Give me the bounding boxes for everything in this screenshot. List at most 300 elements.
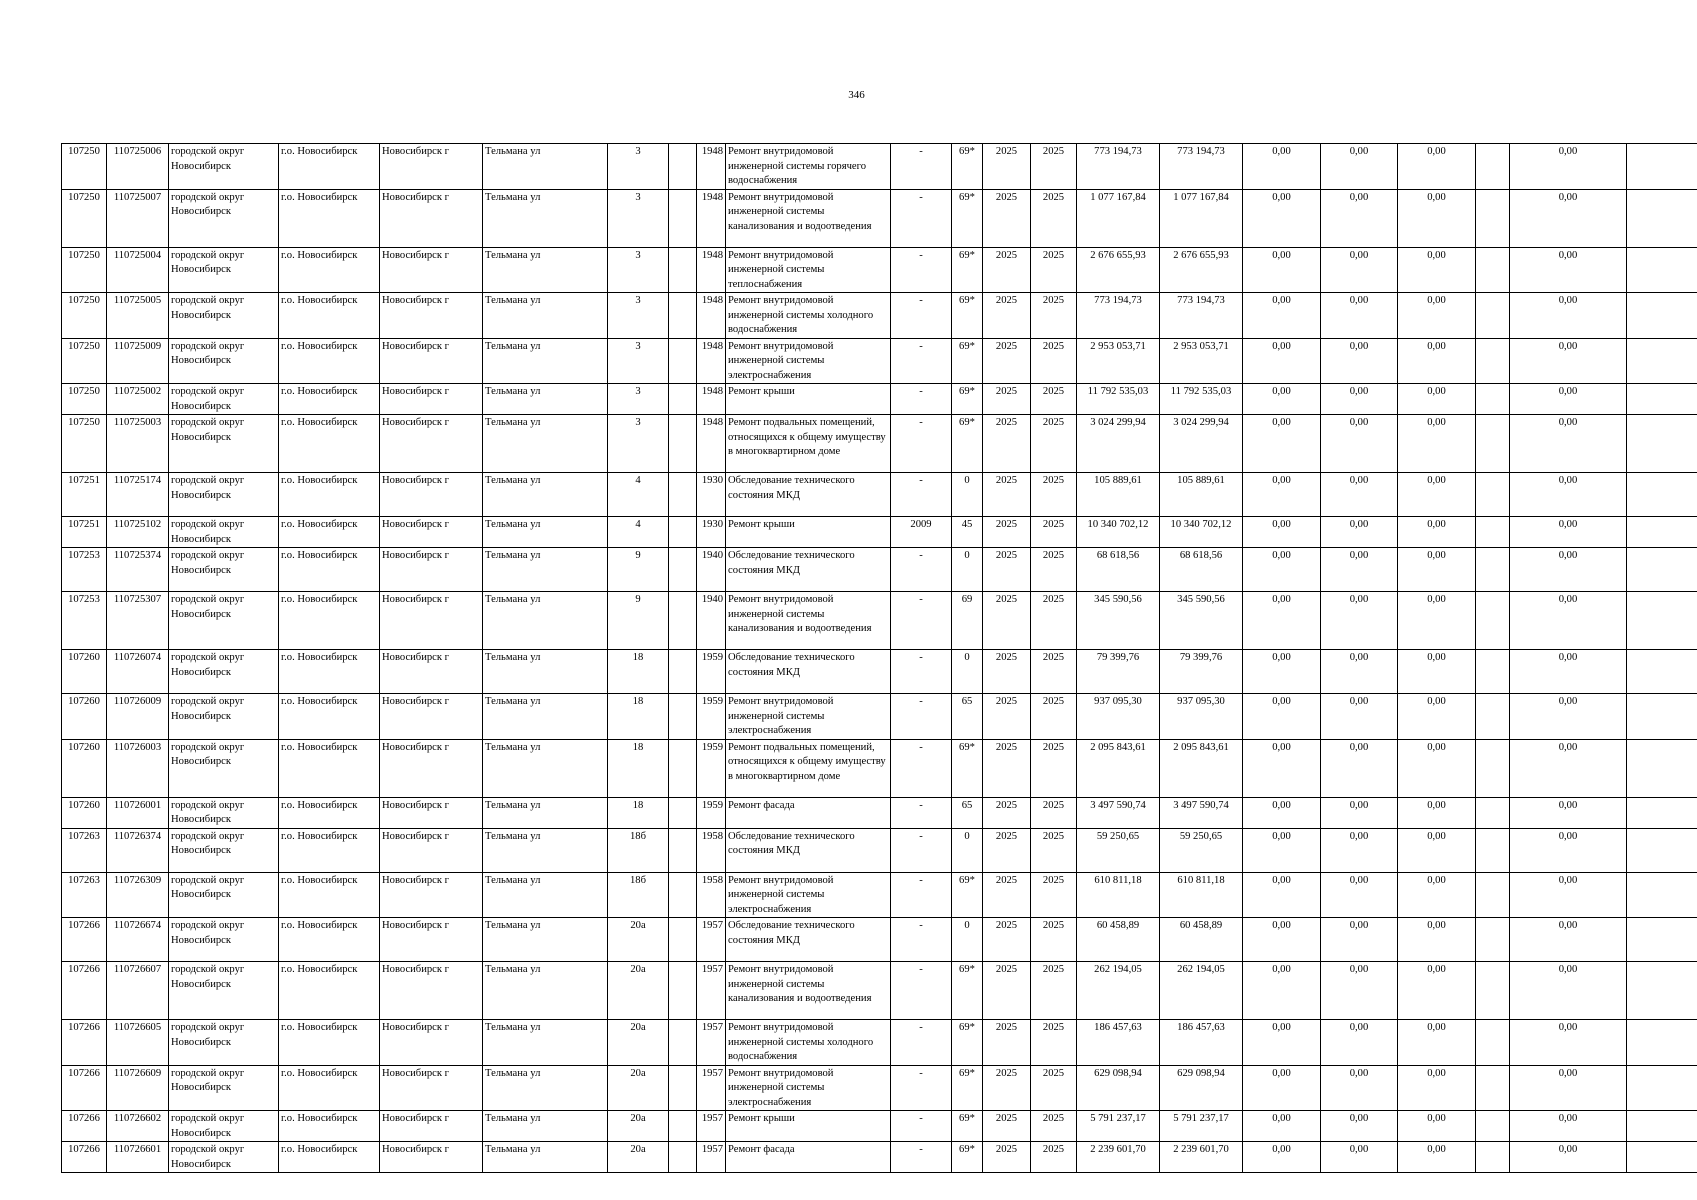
- cell-wear-percent: 0: [952, 828, 983, 872]
- cell-work-id: 110726374: [107, 828, 169, 872]
- cell-year-built: 1930: [697, 517, 726, 548]
- cell-municipality: городской округ Новосибирск: [169, 650, 279, 694]
- cell-year-start: 2025: [983, 247, 1031, 293]
- cell-street: Тельмана ул: [483, 592, 608, 650]
- cell-year-start: 2025: [983, 338, 1031, 384]
- cell-house-number: 20а: [608, 1142, 669, 1173]
- cell-work-type: Ремонт крыши: [726, 384, 891, 415]
- table-row: [62, 694, 1697, 740]
- cell-locality: Новосибирск г: [380, 1111, 483, 1142]
- cell-street: Тельмана ул: [483, 872, 608, 918]
- cell-fund-cost: 10 340 702,12: [1160, 517, 1243, 548]
- cell-year-end: 2025: [1031, 473, 1077, 517]
- cell-fund-cost: 68 618,56: [1160, 548, 1243, 592]
- cell-locality: Новосибирск г: [380, 592, 483, 650]
- cell-fund-cost: 773 194,73: [1160, 293, 1243, 339]
- cell-locality: Новосибирск г: [380, 144, 483, 190]
- cell-work-id: 110726003: [107, 739, 169, 797]
- cell-work-type: Ремонт внутридомовой инженерной системы холодного водоснабжения: [726, 293, 891, 339]
- cell-building: [669, 694, 697, 740]
- cell-regional-funds: 0,00: [1321, 828, 1398, 872]
- cell-other-empty: [1476, 1111, 1510, 1142]
- cell-municipality: городской округ Новосибирск: [169, 473, 279, 517]
- cell-house-number: 9: [608, 592, 669, 650]
- cell-year-start: 2025: [983, 144, 1031, 190]
- table-row: [62, 338, 1697, 384]
- cell-local-funds: 0,00: [1398, 144, 1476, 190]
- cell-regional-funds: 0,00: [1321, 1111, 1398, 1142]
- cell-owners-funds: 0,00: [1510, 473, 1627, 517]
- cell-fund-cost: 345 590,56: [1160, 592, 1243, 650]
- cell-work-id: 110725174: [107, 473, 169, 517]
- cell-house-number: 18: [608, 739, 669, 797]
- cell-owners-funds: 0,00: [1510, 828, 1627, 872]
- cell-settlement: г.о. Новосибирск: [279, 1020, 380, 1066]
- cell-total-cost: 5 791 237,17: [1077, 1111, 1160, 1142]
- cell-fund-cost: 2 239 601,70: [1160, 1142, 1243, 1173]
- cell-settlement: г.о. Новосибирск: [279, 293, 380, 339]
- cell-note-empty: [1627, 918, 1697, 962]
- cell-building: [669, 415, 697, 473]
- cell-year-end: 2025: [1031, 962, 1077, 1020]
- table-row: [62, 144, 1697, 190]
- cell-municipality: городской округ Новосибирск: [169, 548, 279, 592]
- cell-year-end: 2025: [1031, 1142, 1077, 1173]
- cell-street: Тельмана ул: [483, 962, 608, 1020]
- cell-regional-funds: 0,00: [1321, 189, 1398, 247]
- cell-last-repair-year: -: [891, 962, 952, 1020]
- cell-owners-funds: 0,00: [1510, 592, 1627, 650]
- cell-year-end: 2025: [1031, 293, 1077, 339]
- cell-other-empty: [1476, 338, 1510, 384]
- cell-building: [669, 828, 697, 872]
- cell-other-empty: [1476, 592, 1510, 650]
- cell-total-cost: 3 024 299,94: [1077, 415, 1160, 473]
- cell-local-funds: 0,00: [1398, 384, 1476, 415]
- cell-year-built: 1958: [697, 828, 726, 872]
- cell-object-id: 107260: [62, 797, 107, 828]
- cell-last-repair-year: -: [891, 918, 952, 962]
- cell-local-funds: 0,00: [1398, 797, 1476, 828]
- table-row: [62, 962, 1697, 1020]
- cell-total-cost: 105 889,61: [1077, 473, 1160, 517]
- table-row: [62, 592, 1697, 650]
- cell-wear-percent: 69*: [952, 384, 983, 415]
- cell-work-type: Ремонт внутридомовой инженерной системы электроснабжения: [726, 694, 891, 740]
- cell-object-id: 107250: [62, 247, 107, 293]
- cell-last-repair-year: -: [891, 1020, 952, 1066]
- cell-regional-funds: 0,00: [1321, 872, 1398, 918]
- cell-wear-percent: 0: [952, 650, 983, 694]
- cell-municipality: городской округ Новосибирск: [169, 962, 279, 1020]
- table-row: [62, 1065, 1697, 1111]
- cell-street: Тельмана ул: [483, 415, 608, 473]
- cell-settlement: г.о. Новосибирск: [279, 739, 380, 797]
- cell-work-id: 110726074: [107, 650, 169, 694]
- cell-other-empty: [1476, 797, 1510, 828]
- cell-work-id: 110725003: [107, 415, 169, 473]
- cell-settlement: г.о. Новосибирск: [279, 548, 380, 592]
- cell-last-repair-year: 2009: [891, 517, 952, 548]
- capital-repair-table: [61, 143, 1697, 1173]
- cell-wear-percent: 69*: [952, 415, 983, 473]
- cell-year-start: 2025: [983, 548, 1031, 592]
- cell-work-id: 110725009: [107, 338, 169, 384]
- cell-municipality: городской округ Новосибирск: [169, 384, 279, 415]
- cell-total-cost: 2 676 655,93: [1077, 247, 1160, 293]
- cell-other-empty: [1476, 739, 1510, 797]
- cell-fund-cost: 2 676 655,93: [1160, 247, 1243, 293]
- cell-note-empty: [1627, 694, 1697, 740]
- cell-last-repair-year: -: [891, 384, 952, 415]
- cell-fund-cost: 629 098,94: [1160, 1065, 1243, 1111]
- cell-year-start: 2025: [983, 797, 1031, 828]
- cell-note-empty: [1627, 384, 1697, 415]
- cell-note-empty: [1627, 338, 1697, 384]
- table-row: [62, 918, 1697, 962]
- cell-municipality: городской округ Новосибирск: [169, 828, 279, 872]
- cell-regional-funds: 0,00: [1321, 384, 1398, 415]
- cell-owners-funds: 0,00: [1510, 247, 1627, 293]
- cell-total-cost: 2 095 843,61: [1077, 739, 1160, 797]
- cell-year-start: 2025: [983, 293, 1031, 339]
- cell-municipality: городской округ Новосибирск: [169, 517, 279, 548]
- cell-year-end: 2025: [1031, 797, 1077, 828]
- cell-work-type: Ремонт крыши: [726, 1111, 891, 1142]
- cell-last-repair-year: -: [891, 872, 952, 918]
- cell-local-funds: 0,00: [1398, 962, 1476, 1020]
- cell-year-built: 1957: [697, 918, 726, 962]
- cell-object-id: 107250: [62, 293, 107, 339]
- cell-locality: Новосибирск г: [380, 1142, 483, 1173]
- cell-locality: Новосибирск г: [380, 473, 483, 517]
- cell-last-repair-year: -: [891, 797, 952, 828]
- cell-house-number: 18б: [608, 872, 669, 918]
- cell-year-built: 1948: [697, 189, 726, 247]
- cell-house-number: 18: [608, 650, 669, 694]
- cell-year-end: 2025: [1031, 918, 1077, 962]
- cell-object-id: 107250: [62, 144, 107, 190]
- table-row: [62, 247, 1697, 293]
- cell-street: Тельмана ул: [483, 650, 608, 694]
- cell-house-number: 3: [608, 415, 669, 473]
- cell-work-id: 110725004: [107, 247, 169, 293]
- cell-street: Тельмана ул: [483, 828, 608, 872]
- cell-house-number: 3: [608, 144, 669, 190]
- cell-building: [669, 517, 697, 548]
- cell-object-id: 107250: [62, 338, 107, 384]
- cell-note-empty: [1627, 517, 1697, 548]
- cell-total-cost: 773 194,73: [1077, 144, 1160, 190]
- cell-total-cost: 2 239 601,70: [1077, 1142, 1160, 1173]
- cell-local-funds: 0,00: [1398, 338, 1476, 384]
- cell-last-repair-year: -: [891, 739, 952, 797]
- cell-federal-funds: 0,00: [1243, 828, 1321, 872]
- cell-regional-funds: 0,00: [1321, 1142, 1398, 1173]
- cell-year-end: 2025: [1031, 247, 1077, 293]
- cell-locality: Новосибирск г: [380, 962, 483, 1020]
- cell-work-id: 110726009: [107, 694, 169, 740]
- cell-year-end: 2025: [1031, 694, 1077, 740]
- cell-year-start: 2025: [983, 473, 1031, 517]
- cell-locality: Новосибирск г: [380, 384, 483, 415]
- cell-regional-funds: 0,00: [1321, 962, 1398, 1020]
- cell-total-cost: 262 194,05: [1077, 962, 1160, 1020]
- cell-year-end: 2025: [1031, 1020, 1077, 1066]
- cell-street: Тельмана ул: [483, 548, 608, 592]
- cell-federal-funds: 0,00: [1243, 1020, 1321, 1066]
- cell-year-built: 1930: [697, 473, 726, 517]
- cell-fund-cost: 5 791 237,17: [1160, 1111, 1243, 1142]
- cell-other-empty: [1476, 517, 1510, 548]
- cell-settlement: г.о. Новосибирск: [279, 144, 380, 190]
- cell-owners-funds: 0,00: [1510, 1020, 1627, 1066]
- cell-building: [669, 1065, 697, 1111]
- cell-work-id: 110726601: [107, 1142, 169, 1173]
- cell-year-end: 2025: [1031, 1065, 1077, 1111]
- cell-fund-cost: 2 953 053,71: [1160, 338, 1243, 384]
- cell-building: [669, 473, 697, 517]
- cell-note-empty: [1627, 548, 1697, 592]
- cell-work-type: Ремонт крыши: [726, 517, 891, 548]
- cell-owners-funds: 0,00: [1510, 415, 1627, 473]
- cell-object-id: 107250: [62, 415, 107, 473]
- cell-settlement: г.о. Новосибирск: [279, 1065, 380, 1111]
- cell-note-empty: [1627, 473, 1697, 517]
- cell-house-number: 18: [608, 694, 669, 740]
- cell-locality: Новосибирск г: [380, 338, 483, 384]
- cell-wear-percent: 69*: [952, 962, 983, 1020]
- cell-wear-percent: 45: [952, 517, 983, 548]
- cell-owners-funds: 0,00: [1510, 338, 1627, 384]
- cell-house-number: 18б: [608, 828, 669, 872]
- cell-wear-percent: 69*: [952, 872, 983, 918]
- cell-work-type: Обследование технического состояния МКД: [726, 548, 891, 592]
- cell-object-id: 107260: [62, 650, 107, 694]
- cell-settlement: г.о. Новосибирск: [279, 828, 380, 872]
- cell-other-empty: [1476, 1065, 1510, 1111]
- cell-local-funds: 0,00: [1398, 1020, 1476, 1066]
- cell-local-funds: 0,00: [1398, 473, 1476, 517]
- cell-municipality: городской округ Новосибирск: [169, 918, 279, 962]
- cell-work-type: Ремонт фасада: [726, 1142, 891, 1173]
- cell-note-empty: [1627, 1111, 1697, 1142]
- cell-total-cost: 629 098,94: [1077, 1065, 1160, 1111]
- cell-object-id: 107266: [62, 962, 107, 1020]
- cell-note-empty: [1627, 1142, 1697, 1173]
- cell-owners-funds: 0,00: [1510, 739, 1627, 797]
- cell-federal-funds: 0,00: [1243, 592, 1321, 650]
- cell-total-cost: 68 618,56: [1077, 548, 1160, 592]
- cell-street: Тельмана ул: [483, 144, 608, 190]
- table-row: [62, 797, 1697, 828]
- cell-year-built: 1948: [697, 293, 726, 339]
- cell-year-built: 1957: [697, 962, 726, 1020]
- cell-work-type: Обследование технического состояния МКД: [726, 650, 891, 694]
- cell-building: [669, 247, 697, 293]
- cell-house-number: 3: [608, 384, 669, 415]
- cell-work-type: Ремонт внутридомовой инженерной системы горячего водоснабжения: [726, 144, 891, 190]
- cell-house-number: 4: [608, 473, 669, 517]
- cell-regional-funds: 0,00: [1321, 1020, 1398, 1066]
- table-body: [62, 144, 1697, 1173]
- cell-last-repair-year: -: [891, 247, 952, 293]
- cell-federal-funds: 0,00: [1243, 739, 1321, 797]
- cell-municipality: городской округ Новосибирск: [169, 338, 279, 384]
- table-row: [62, 517, 1697, 548]
- cell-total-cost: 59 250,65: [1077, 828, 1160, 872]
- cell-year-start: 2025: [983, 415, 1031, 473]
- table-row: [62, 650, 1697, 694]
- cell-locality: Новосибирск г: [380, 828, 483, 872]
- cell-owners-funds: 0,00: [1510, 189, 1627, 247]
- cell-building: [669, 650, 697, 694]
- cell-fund-cost: 2 095 843,61: [1160, 739, 1243, 797]
- cell-work-type: Обследование технического состояния МКД: [726, 828, 891, 872]
- cell-year-end: 2025: [1031, 739, 1077, 797]
- cell-locality: Новосибирск г: [380, 739, 483, 797]
- cell-year-built: 1957: [697, 1065, 726, 1111]
- cell-last-repair-year: -: [891, 189, 952, 247]
- cell-object-id: 107251: [62, 473, 107, 517]
- cell-work-id: 110726605: [107, 1020, 169, 1066]
- cell-regional-funds: 0,00: [1321, 338, 1398, 384]
- cell-year-built: 1948: [697, 144, 726, 190]
- cell-federal-funds: 0,00: [1243, 384, 1321, 415]
- cell-local-funds: 0,00: [1398, 739, 1476, 797]
- cell-note-empty: [1627, 872, 1697, 918]
- cell-street: Тельмана ул: [483, 517, 608, 548]
- cell-last-repair-year: -: [891, 1142, 952, 1173]
- cell-last-repair-year: -: [891, 828, 952, 872]
- cell-settlement: г.о. Новосибирск: [279, 918, 380, 962]
- cell-work-id: 110726001: [107, 797, 169, 828]
- cell-fund-cost: 610 811,18: [1160, 872, 1243, 918]
- cell-fund-cost: 60 458,89: [1160, 918, 1243, 962]
- cell-last-repair-year: -: [891, 548, 952, 592]
- cell-work-id: 110726602: [107, 1111, 169, 1142]
- cell-federal-funds: 0,00: [1243, 1142, 1321, 1173]
- cell-regional-funds: 0,00: [1321, 517, 1398, 548]
- cell-regional-funds: 0,00: [1321, 739, 1398, 797]
- cell-municipality: городской округ Новосибирск: [169, 872, 279, 918]
- cell-object-id: 107266: [62, 1065, 107, 1111]
- cell-street: Тельмана ул: [483, 338, 608, 384]
- cell-year-end: 2025: [1031, 384, 1077, 415]
- cell-work-type: Ремонт подвальных помещений, относящихся к общему имуществу в многоквартирном доме: [726, 739, 891, 797]
- table-row: [62, 739, 1697, 797]
- cell-federal-funds: 0,00: [1243, 962, 1321, 1020]
- cell-building: [669, 1142, 697, 1173]
- cell-other-empty: [1476, 828, 1510, 872]
- cell-owners-funds: 0,00: [1510, 872, 1627, 918]
- table-row: [62, 1111, 1697, 1142]
- cell-note-empty: [1627, 592, 1697, 650]
- cell-owners-funds: 0,00: [1510, 144, 1627, 190]
- cell-year-built: 1959: [697, 650, 726, 694]
- cell-year-built: 1957: [697, 1142, 726, 1173]
- cell-local-funds: 0,00: [1398, 592, 1476, 650]
- cell-year-end: 2025: [1031, 415, 1077, 473]
- cell-federal-funds: 0,00: [1243, 415, 1321, 473]
- cell-local-funds: 0,00: [1398, 293, 1476, 339]
- cell-federal-funds: 0,00: [1243, 548, 1321, 592]
- cell-other-empty: [1476, 473, 1510, 517]
- cell-building: [669, 548, 697, 592]
- cell-local-funds: 0,00: [1398, 1065, 1476, 1111]
- cell-federal-funds: 0,00: [1243, 144, 1321, 190]
- cell-federal-funds: 0,00: [1243, 872, 1321, 918]
- cell-regional-funds: 0,00: [1321, 592, 1398, 650]
- cell-federal-funds: 0,00: [1243, 650, 1321, 694]
- cell-object-id: 107253: [62, 592, 107, 650]
- cell-note-empty: [1627, 1065, 1697, 1111]
- cell-year-end: 2025: [1031, 872, 1077, 918]
- cell-fund-cost: 105 889,61: [1160, 473, 1243, 517]
- cell-object-id: 107263: [62, 828, 107, 872]
- cell-house-number: 20а: [608, 1111, 669, 1142]
- cell-year-built: 1948: [697, 247, 726, 293]
- cell-locality: Новосибирск г: [380, 415, 483, 473]
- cell-note-empty: [1627, 650, 1697, 694]
- cell-object-id: 107266: [62, 1111, 107, 1142]
- cell-house-number: 3: [608, 293, 669, 339]
- cell-settlement: г.о. Новосибирск: [279, 1142, 380, 1173]
- cell-year-start: 2025: [983, 1111, 1031, 1142]
- cell-total-cost: 10 340 702,12: [1077, 517, 1160, 548]
- cell-locality: Новосибирск г: [380, 694, 483, 740]
- cell-settlement: г.о. Новосибирск: [279, 962, 380, 1020]
- cell-work-id: 110725374: [107, 548, 169, 592]
- cell-municipality: городской округ Новосибирск: [169, 592, 279, 650]
- cell-wear-percent: 69*: [952, 1142, 983, 1173]
- cell-owners-funds: 0,00: [1510, 962, 1627, 1020]
- cell-year-built: 1940: [697, 548, 726, 592]
- cell-building: [669, 1111, 697, 1142]
- cell-building: [669, 592, 697, 650]
- cell-last-repair-year: -: [891, 694, 952, 740]
- cell-total-cost: 11 792 535,03: [1077, 384, 1160, 415]
- cell-local-funds: 0,00: [1398, 828, 1476, 872]
- table-row: [62, 1142, 1697, 1173]
- page-number: 346: [848, 89, 865, 101]
- cell-house-number: 18: [608, 797, 669, 828]
- cell-owners-funds: 0,00: [1510, 293, 1627, 339]
- cell-year-start: 2025: [983, 189, 1031, 247]
- cell-locality: Новосибирск г: [380, 650, 483, 694]
- cell-building: [669, 1020, 697, 1066]
- cell-owners-funds: 0,00: [1510, 918, 1627, 962]
- cell-year-end: 2025: [1031, 1111, 1077, 1142]
- cell-settlement: г.о. Новосибирск: [279, 694, 380, 740]
- cell-last-repair-year: -: [891, 415, 952, 473]
- cell-work-id: 110726607: [107, 962, 169, 1020]
- cell-other-empty: [1476, 384, 1510, 415]
- cell-year-end: 2025: [1031, 592, 1077, 650]
- cell-object-id: 107266: [62, 1142, 107, 1173]
- cell-total-cost: 3 497 590,74: [1077, 797, 1160, 828]
- cell-note-empty: [1627, 962, 1697, 1020]
- cell-federal-funds: 0,00: [1243, 1065, 1321, 1111]
- cell-work-type: Ремонт внутридомовой инженерной системы теплоснабжения: [726, 247, 891, 293]
- cell-locality: Новосибирск г: [380, 189, 483, 247]
- cell-street: Тельмана ул: [483, 473, 608, 517]
- cell-year-built: 1959: [697, 694, 726, 740]
- cell-house-number: 20а: [608, 1020, 669, 1066]
- cell-fund-cost: 262 194,05: [1160, 962, 1243, 1020]
- cell-note-empty: [1627, 247, 1697, 293]
- cell-street: Тельмана ул: [483, 1065, 608, 1111]
